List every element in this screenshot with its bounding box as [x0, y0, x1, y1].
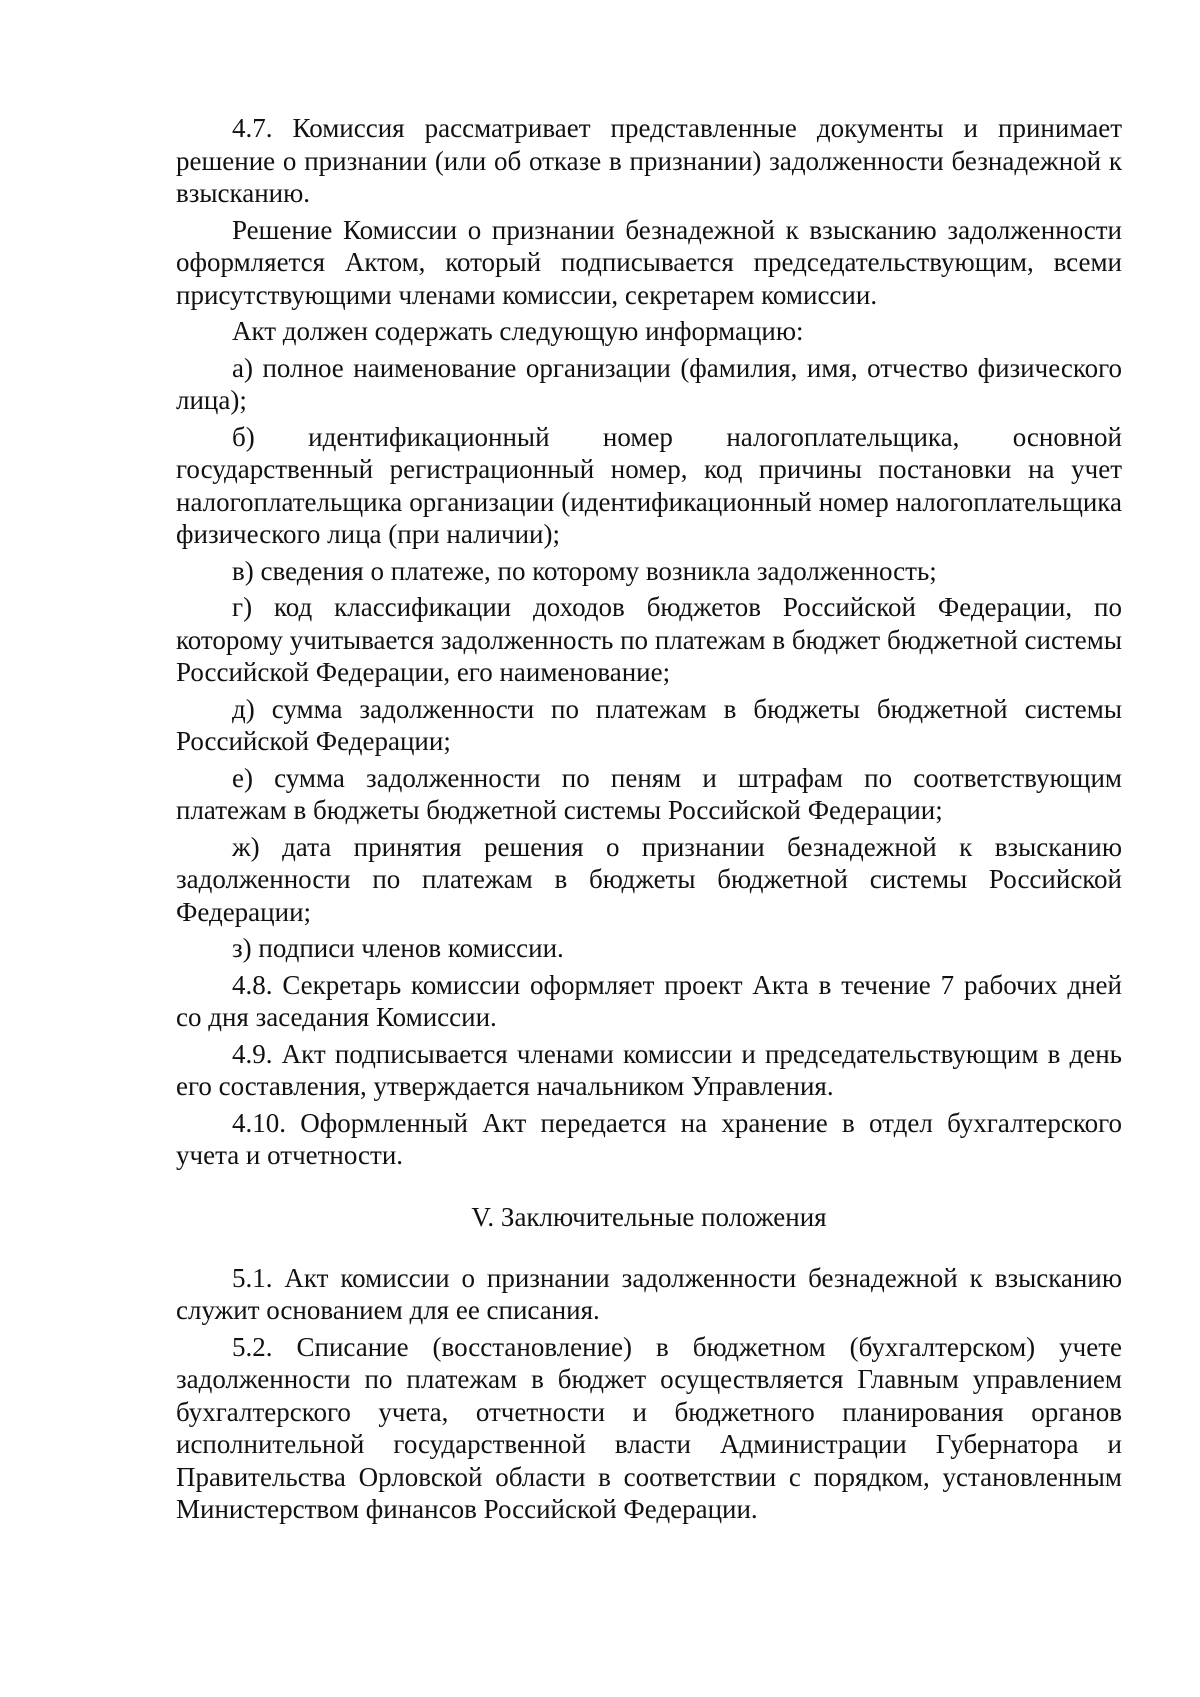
list-item-b: б) идентификационный номер налогоплательщика, основной государственный регистрационный номер, код причины постановки на учет налогоплательщика организации (идентификационный номер налогоплательщика физического лица (при наличии);: [176, 421, 1122, 549]
paragraph-decision-act: Решение Комиссии о признании безнадежной к взысканию задолженности оформляется Актом, который подписывается председательствующим, всеми присутствующими членами комиссии, секретарем комиссии.: [176, 214, 1122, 310]
paragraph-5-1: 5.1. Акт комиссии о признании задолженности безнадежной к взысканию служит основанием для ее списания.: [176, 1262, 1122, 1325]
list-item-z: з) подписи членов комиссии.: [232, 933, 564, 963]
paragraph-4-8: 4.8. Секретарь комиссии оформляет проект Акта в течение 7 рабочих дней со дня заседания Комиссии.: [176, 969, 1122, 1032]
list-item-a: а) полное наименование организации (фамилия, имя, отчество физического лица);: [176, 352, 1122, 415]
list-item-e: е) сумма задолженности по пеням и штрафам по соответствующим платежам в бюджеты бюджетной системы Российской Федерации;: [176, 762, 1122, 825]
list-item-d: д) сумма задолженности по платежам в бюджеты бюджетной системы Российской Федерации;: [176, 693, 1122, 756]
paragraph-5-2: 5.2. Списание (восстановление) в бюджетном (бухгалтерском) учете задолженности по платежам в бюджет осуществляется Главным управлением бухгалтерского учета, отчетности и бюджетного планирования органов исполнительной государственной власти Администрации Губернатора и Правительства Орловской области в соответствии с порядком, установленным Министерством финансов Российской Федерации.: [176, 1331, 1122, 1524]
paragraph-act-contents: Акт должен содержать следующую информацию:: [232, 316, 804, 346]
paragraph-4-10: 4.10. Оформленный Акт передается на хранение в отдел бухгалтерского учета и отчетности.: [176, 1107, 1122, 1170]
section-5-heading: V. Заключительные положения: [471, 1201, 827, 1232]
list-item-v: в) сведения о платеже, по которому возникла задолженность;: [232, 555, 937, 586]
paragraph-4-7: 4.7. Комиссия рассматривает представленные документы и принимает решение о признании (или об отказе в признании) задолженности безнадежной к взысканию.: [176, 113, 1122, 208]
document-body: [176, 112, 1122, 1530]
list-item-zh: ж) дата принятия решения о признании безнадежной к взысканию задолженности по платежам в бюджеты бюджетной системы Российской Федерации;: [176, 831, 1122, 927]
paragraph-4-9: 4.9. Акт подписывается членами комиссии и председательствующим в день его составления, утверждается начальником Управления.: [176, 1038, 1122, 1101]
list-item-g: г) код классификации доходов бюджетов Российской Федерации, по которому учитывается задолженность по платежам в бюджет бюджетной системы Российской Федерации, его наименование;: [176, 592, 1122, 687]
